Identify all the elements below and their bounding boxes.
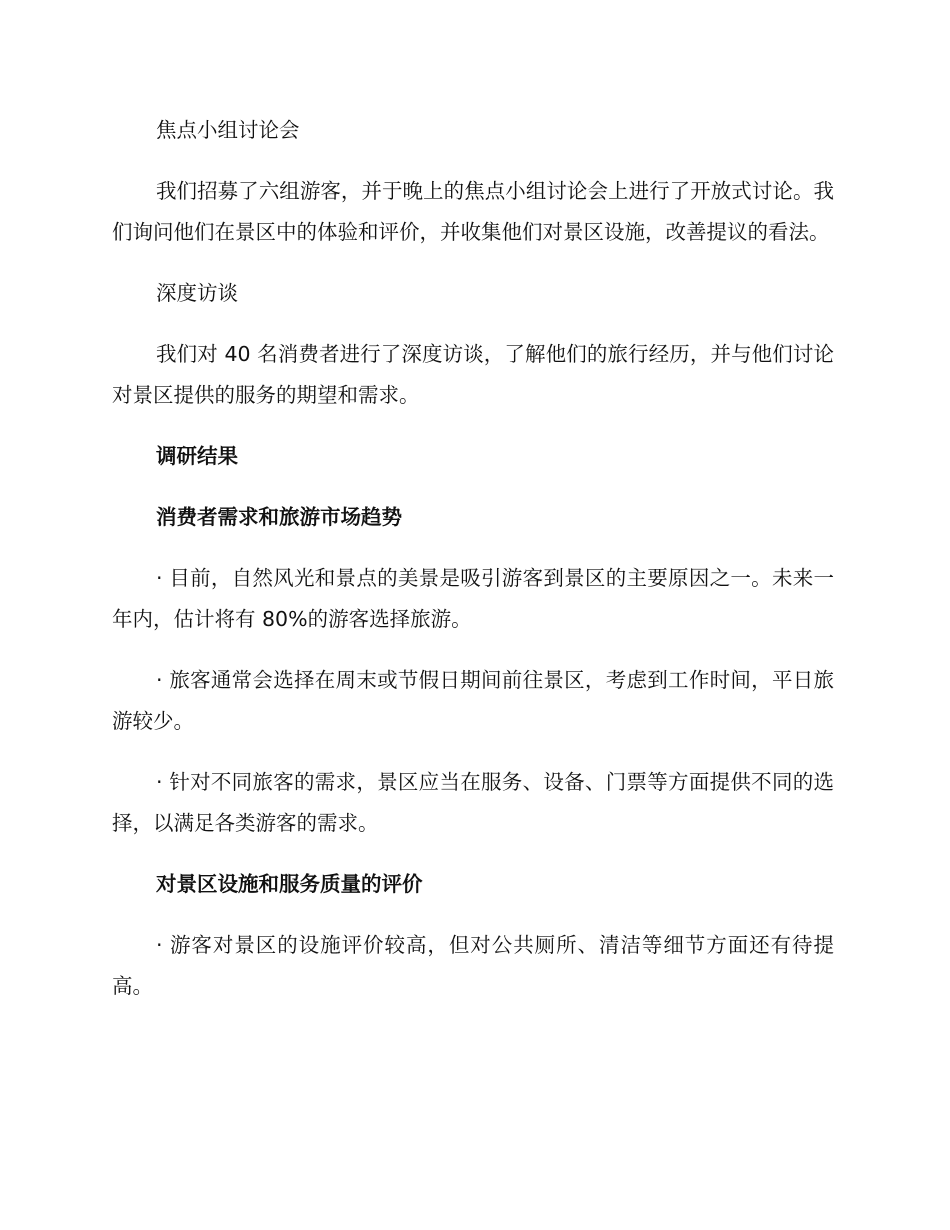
section-heading-in-depth-interview: 深度访谈: [156, 281, 238, 305]
bullet-paragraph-scenery: · 目前，自然风光和景点的美景是吸引游客到景区的主要原因之一。未来一年内，估计将有 80%的游客选择旅游。: [112, 566, 834, 631]
subsection-heading-facility-evaluation: 对景区设施和服务质量的评价: [156, 872, 423, 896]
section-heading-research-results: 调研结果: [156, 444, 238, 468]
bullet-paragraph-facility-rating: · 游客对景区的设施评价较高，但对公共厕所、清洁等细节方面还有待提高。: [112, 933, 834, 998]
section-heading-focus-group: 焦点小组讨论会: [156, 118, 300, 142]
paragraph-focus-group: 我们招募了六组游客，并于晚上的焦点小组讨论会上进行了开放式讨论。我们询问他们在景区中的体验和评价，并收集他们对景区设施，改善提议的看法。: [112, 179, 834, 244]
document-body: [112, 110, 834, 1027]
bullet-paragraph-diverse-needs: · 针对不同旅客的需求，景区应当在服务、设备、门票等方面提供不同的选择，以满足各类游客的需求。: [112, 770, 834, 835]
paragraph-in-depth-interview: 我们对 40 名消费者进行了深度访谈，了解他们的旅行经历，并与他们讨论对景区提供的服务的期望和需求。: [112, 342, 834, 407]
bullet-paragraph-weekend-travel: · 旅客通常会选择在周末或节假日期间前往景区，考虑到工作时间，平日旅游较少。: [112, 668, 834, 733]
subsection-heading-consumer-demand: 消费者需求和旅游市场趋势: [156, 505, 402, 529]
